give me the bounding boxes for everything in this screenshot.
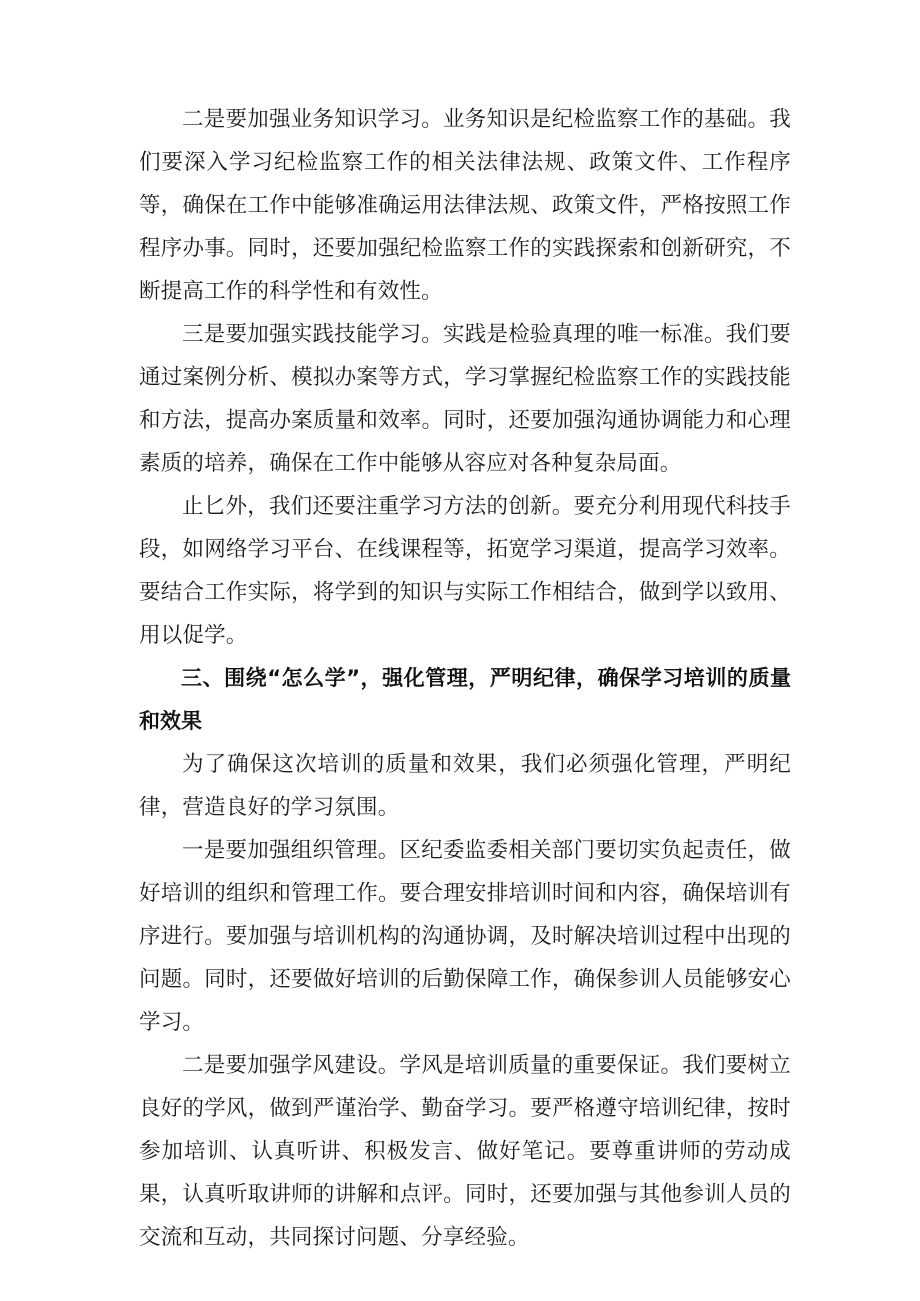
paragraph-business-knowledge: 二是要加强业务知识学习。业务知识是纪检监察工作的基础。我们要深入学习纪检监察工作的相关法律法规、政策文件、工作程序等，确保在工作中能够准确运用法律法规、政策文件，严格按照工作程序办事。同时，还要加强纪检监察工作的实践探索和创新研究，不断提高工作的科学性和有效性。 <box>139 107 791 304</box>
section-heading-how-to-learn: 三、围绕“怎么学”，强化管理，严明纪律，确保学习培训的质量和效果 <box>139 666 791 733</box>
document-body <box>139 98 791 1259</box>
paragraph-study-style: 二是要加强学风建设。学风是培训质量的重要保证。我们要树立良好的学风，做到严谨治学、勤奋学习。要严格遵守培训纪律，按时参加培训、认真听讲、积极发言、做好笔记。要尊重讲师的劳动成果，认真听取讲师的讲解和点评。同时，还要加强与其他参训人员的交流和互动，共同探讨问题、分享经验。 <box>139 1053 791 1250</box>
paragraph-practical-skills: 三是要加强实践技能学习。实践是检验真理的唯一标准。我们要通过案例分析、模拟办案等方式，学习掌握纪检监察工作的实践技能和方法，提高办案质量和效率。同时，还要加强沟通协调能力和心理素质的培养，确保在工作中能够从容应对各种复杂局面。 <box>139 322 791 476</box>
paragraph-section-intro: 为了确保这次培训的质量和效果，我们必须强化管理，严明纪律，营造良好的学习氛围。 <box>139 752 791 820</box>
paragraph-learning-methods: 止匕外，我们还要注重学习方法的创新。要充分利用现代科技手段，如网络学习平台、在线课程等，拓宽学习渠道，提高学习效率。要结合工作实际，将学到的知识与实际工作相结合，做到学以致用、用以促学。 <box>139 494 791 648</box>
paragraph-organization-management: 一是要加强组织管理。区纪委监委相关部门要切实负起责任，做好培训的组织和管理工作。要合理安排培训时间和内容，确保培训有序进行。要加强与培训机构的沟通协调，及时解决培训过程中出现的问题。同时，还要做好培训的后勤保障工作，确保参训人员能够安心学习。 <box>139 838 791 1035</box>
